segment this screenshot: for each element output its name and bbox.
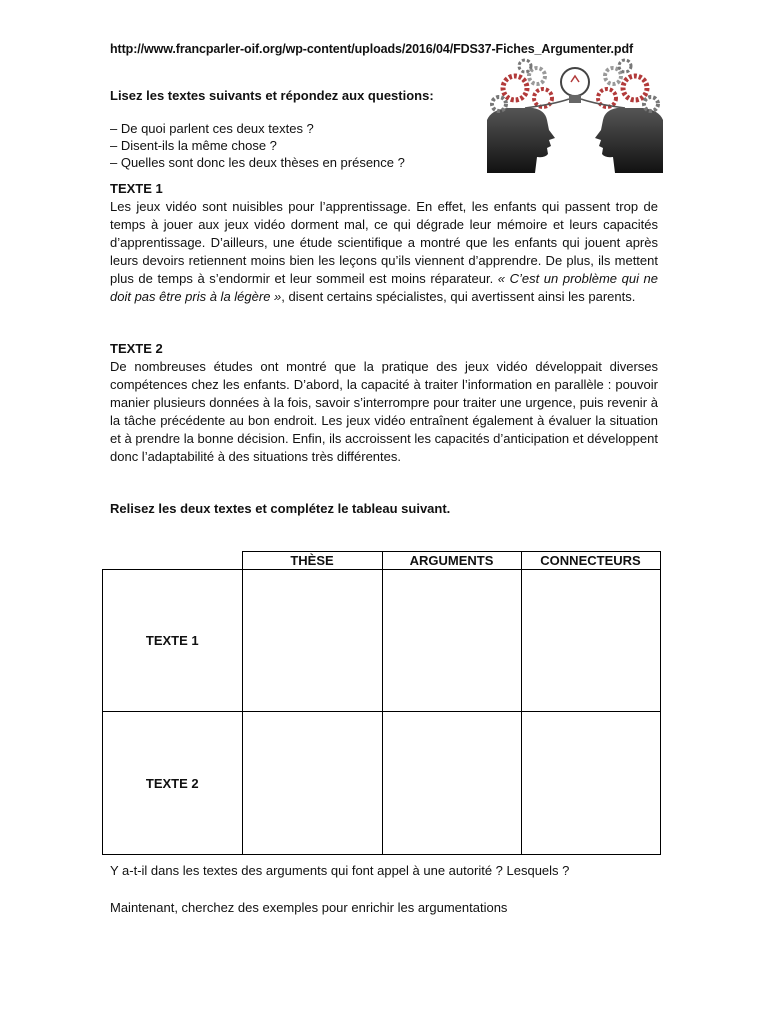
gear-icon [598, 60, 658, 111]
analysis-table [102, 551, 661, 855]
table-row [103, 570, 661, 712]
texte-1-body [110, 198, 658, 306]
gear-icon [492, 60, 552, 111]
heads-gears-illustration [485, 58, 665, 173]
authority-question: Y a-t-il dans les textes des arguments qui font appel à une autorité ? Lesquels ? [110, 863, 570, 878]
texte-2-section [110, 340, 658, 466]
cell-texte-1-connecteurs[interactable] [521, 570, 660, 712]
row-label-texte-1: TEXTE 1 [103, 570, 243, 712]
table-row [103, 712, 661, 855]
right-head-silhouette [595, 108, 663, 173]
texte-2-title: TEXTE 2 [110, 341, 163, 356]
cell-texte-2-connecteurs[interactable] [521, 712, 660, 855]
light-bulb-icon [561, 68, 589, 103]
left-head-silhouette [487, 108, 555, 173]
cell-texte-1-arguments[interactable] [382, 570, 521, 712]
cell-texte-1-these[interactable] [242, 570, 382, 712]
table-corner [103, 552, 243, 570]
texte-2-body: De nombreuses études ont montré que la pratique des jeux vidéo développait diverses compétences chez les enfants. D’abord, la capacité à traiter l’information en parallèle : pouvoir manier plusieurs données à la fois, savoir s’interrompre pour traiter une urgence, puis revenir à la tâche précédente au bon endroit. Les jeux vidéo entraînent également à évaluer la situation et à prendre la bonne décision. Enfin, ils accroissent les capacités d’anticipation et développent donc l’adaptabilité à des situations très différentes. [110, 359, 658, 464]
reading-instruction: Lisez les textes suivants et répondez aux questions: [110, 88, 434, 103]
row-label-texte-2: TEXTE 2 [103, 712, 243, 855]
texte-1-quote: « C’est un problème qui ne doit pas être pris à la légère » [110, 271, 658, 304]
question-item: – Quelles sont donc les deux thèses en présence ? [110, 155, 405, 170]
cell-texte-2-these[interactable] [242, 712, 382, 855]
question-item: – De quoi parlent ces deux textes ? [110, 121, 314, 136]
column-header-connecteurs: CONNECTEURS [521, 552, 660, 570]
question-item: – Disent-ils la même chose ? [110, 138, 277, 153]
source-url: http://www.francparler-oif.org/wp-content/uploads/2016/04/FDS37-Fiches_Argumenter.pdf [110, 42, 634, 56]
column-header-arguments: ARGUMENTS [382, 552, 521, 570]
texte-1-body-start: Les jeux vidéo sont nuisibles pour l’apprentissage. En effet, les enfants qui passent trop de temps à jouer aux jeux vidéo dorment mal, ce qui dégrade leur mémoire et leurs capacités d’apprentissage. D’ailleurs, une étude scientifique a montré que les enfants qui jouent après leurs devoirs retiennent moins bien les leçons qu’ils viennent d’apprendre. De plus, ils mettent plus de temps à s’endormir et leur sommeil est moins réparateur. [110, 199, 658, 286]
texte-1-body-end: , disent certains spécialistes, qui avertissent ainsi les parents. [281, 289, 636, 304]
texte-1-title: TEXTE 1 [110, 181, 163, 196]
enrich-instruction: Maintenant, cherchez des exemples pour enrichir les argumentations [110, 900, 508, 915]
table-instruction: Relisez les deux textes et complétez le tableau suivant. [110, 501, 451, 516]
question-list [110, 120, 405, 171]
column-header-these: THÈSE [242, 552, 382, 570]
cell-texte-2-arguments[interactable] [382, 712, 521, 855]
texte-1-section [110, 180, 658, 306]
